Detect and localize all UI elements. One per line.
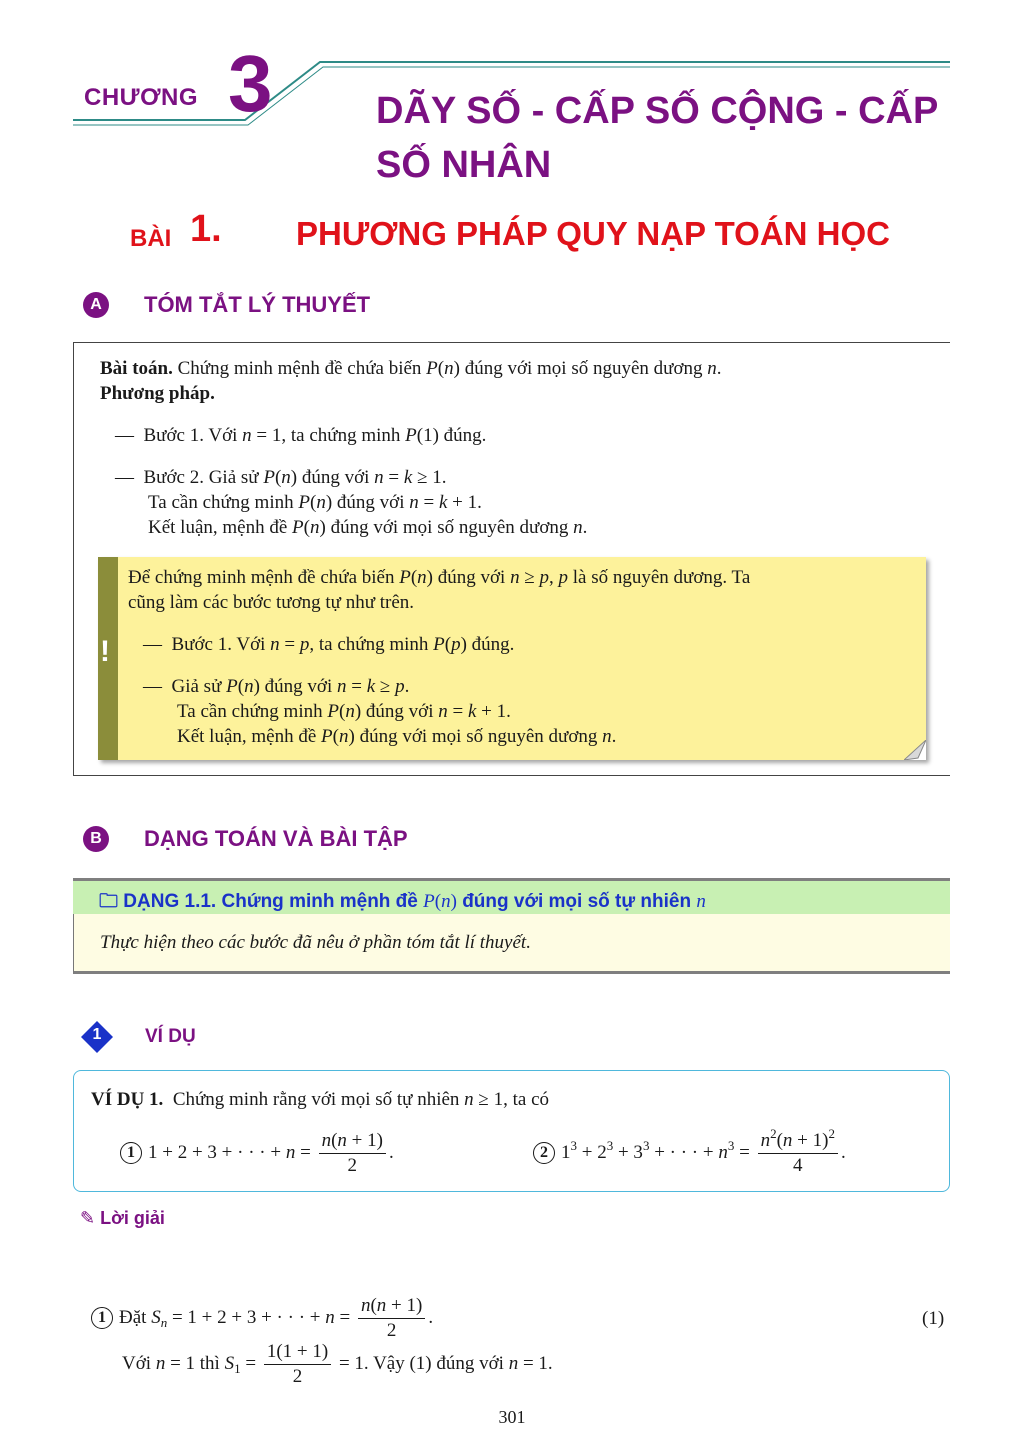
vidu-marker: 1 xyxy=(92,1026,102,1043)
note-line-1: Để chứng minh mệnh đề chứa biến P(n) đúng với n ≥ p, p là số nguyên dương. Ta xyxy=(128,567,751,588)
note-need: Ta cần chứng minh P(n) đúng với n = k + 1. xyxy=(177,701,511,722)
theory-need: Ta cần chứng minh P(n) đúng với n = k + 1. xyxy=(148,492,482,513)
theory-conclusion: Kết luận, mệnh đề P(n) đúng với mọi số nguyên dương n. xyxy=(148,517,588,538)
note-line-2: cũng làm các bước tương tự như trên. xyxy=(128,592,415,613)
dang-title: 🗀 DẠNG 1.1. Chứng minh mệnh đề P(n) đúng với mọi số tự nhiên n xyxy=(99,891,706,912)
solution-title: ✎ Lời giải xyxy=(80,1208,165,1228)
method-label: Phương pháp. xyxy=(100,383,215,404)
section-b-marker: B xyxy=(83,826,109,852)
problem-line: Bài toán. Chứng minh mệnh đề chứa biến P(n) đúng với mọi số nguyên dương n. xyxy=(100,358,722,379)
section-a-title: TÓM TẮT LÝ THUYẾT xyxy=(144,292,371,317)
page-number: 301 xyxy=(498,1407,526,1427)
solution-line-1: 1 Đặt $S_n = 1 + 2 + 3$ + · · · + n = $\frac{n(n + 1)}{2}$ . xyxy=(91,1294,433,1343)
example-item-1: 1 1 + 2 + 3 + · · · + n = $\frac{n(n + 1)}{2}$ . xyxy=(120,1129,394,1178)
example-statement: VÍ DỤ 1. Chứng minh rằng với mọi số tự nhiên n ≥ 1, ta có xyxy=(91,1089,550,1110)
chapter-number: 3 xyxy=(228,39,273,128)
pencil-icon: ✎ xyxy=(80,1208,96,1228)
page-curl-icon xyxy=(904,740,926,760)
theory-step-1: — Bước 1. Với n = 1, ta chứng minh P(1) đúng. xyxy=(115,425,487,446)
note-conclusion: Kết luận, mệnh đề P(n) đúng với mọi số nguyên dương n. xyxy=(177,726,617,747)
lesson-label: BÀI xyxy=(130,225,172,252)
note-step-1: — Bước 1. Với n = p, ta chứng minh P(p) đúng. xyxy=(143,634,515,655)
lesson-number: 1. xyxy=(190,208,222,250)
dang-text: Thực hiện theo các bước đã nêu ở phần tóm tắt lí thuyết. xyxy=(100,932,531,953)
dang-body xyxy=(73,914,950,974)
theory-step-2: — Bước 2. Giả sử P(n) đúng với n = k ≥ 1. xyxy=(115,467,447,488)
section-b-title: DẠNG TOÁN VÀ BÀI TẬP xyxy=(144,826,408,851)
dang-header xyxy=(73,878,950,914)
chapter-title: DÃY SỐ - CẤP SỐ CỘNG - CẤP SỐ NHÂN xyxy=(376,90,938,186)
chapter-label: CHƯƠNG xyxy=(84,84,199,111)
example-item-2: 2 $1^3 + 2^3 + 3^3$ + · · · + $n^3$ = $\frac{n^2(n + 1)^2}{4}$ . xyxy=(533,1129,846,1178)
section-a-marker: A xyxy=(83,292,109,318)
lesson-title: PHƯƠNG PHÁP QUY NẠP TOÁN HỌC xyxy=(296,215,891,252)
exclamation-icon: ! xyxy=(100,635,110,668)
equation-label: (1) xyxy=(922,1308,945,1329)
solution-line-2: Với n = 1 thì $S_1$ = $\frac{1(1 + 1)}{2}$ = 1. Vậy (1) đúng với n = 1. xyxy=(122,1341,553,1387)
vidu-title: VÍ DỤ xyxy=(145,1026,196,1047)
folder-icon: 🗀 xyxy=(99,891,119,912)
note-step-2: — Giả sử P(n) đúng với n = k ≥ p. xyxy=(143,676,410,697)
